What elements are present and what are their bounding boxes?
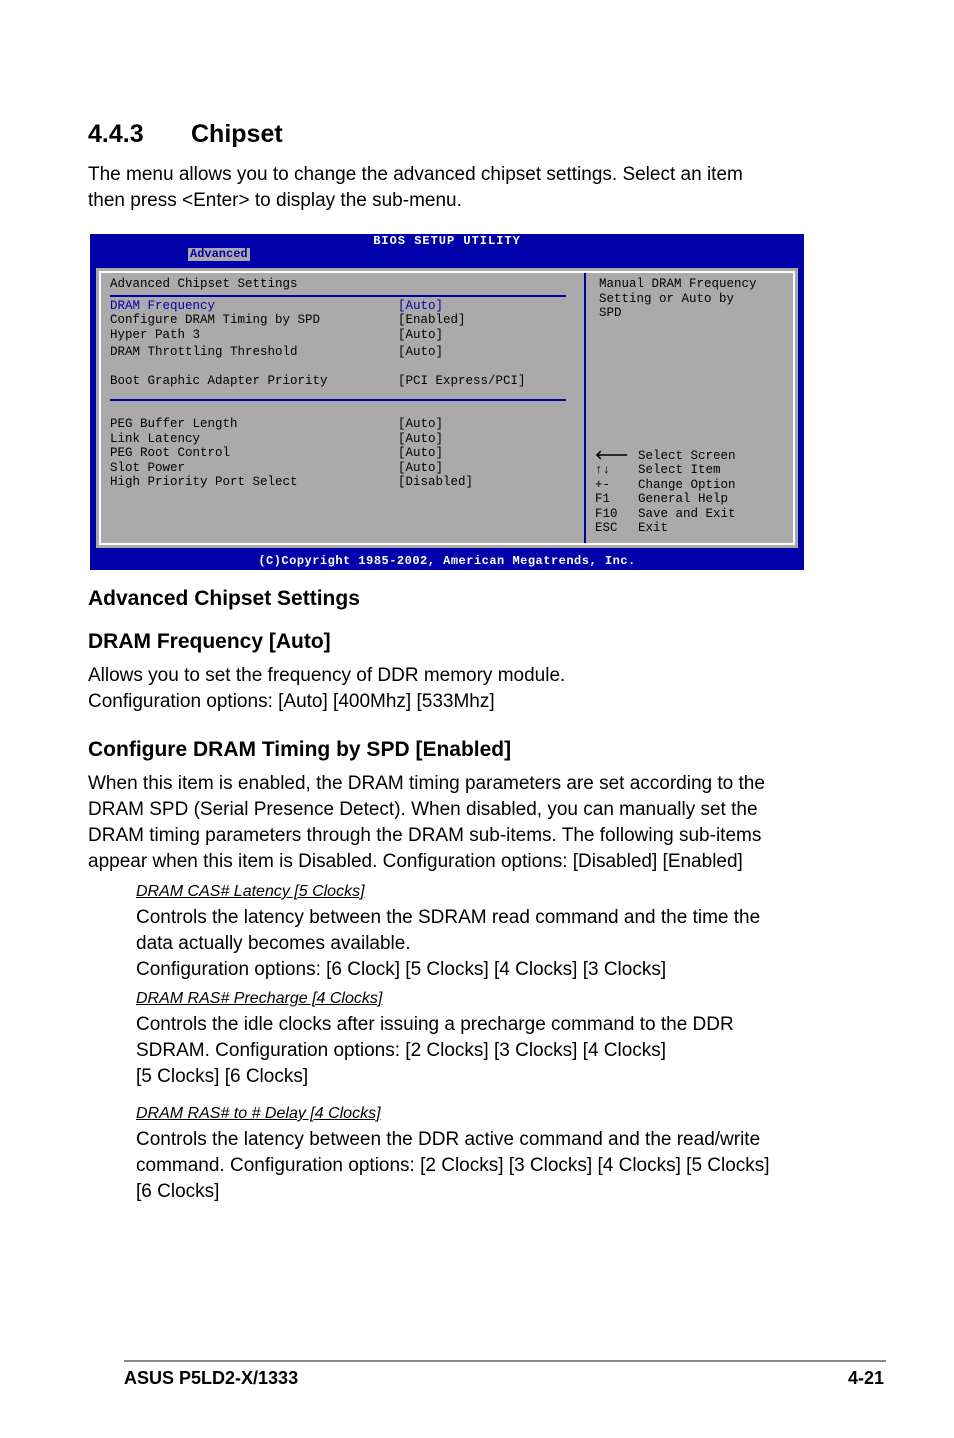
bios-key: ESC (595, 521, 618, 535)
bios-item-label[interactable]: Boot Graphic Adapter Priority (110, 374, 328, 388)
bios-key: F10 (595, 507, 618, 521)
bios-item-value[interactable]: [Auto] (398, 328, 444, 342)
bios-panel (94, 266, 800, 550)
bios-key: +- (595, 478, 611, 492)
arrow-up-down-icon: ↑↓ (595, 463, 611, 477)
bios-inner-frame (99, 271, 795, 545)
bios-key: F1 (595, 492, 611, 506)
bios-key-desc: General Help (638, 492, 729, 506)
ras-delay-text: Controls the latency between the DDR active command and the read/write command. Configuration options: [2 Clocks] [3 Clocks] [4 Clocks] [5 Clocks] [6 Clocks] (136, 1129, 770, 1202)
bios-item-label[interactable]: DRAM Throttling Threshold (110, 345, 298, 359)
bios-item-value[interactable]: [Enabled] (398, 313, 466, 327)
bios-item-value[interactable]: [Auto] (398, 299, 444, 313)
bios-item-value[interactable]: [PCI Express/PCI] (398, 374, 526, 388)
arrow-left-icon: 🡐 (595, 449, 629, 463)
footer-model: ASUS P5LD2-X/1333 (124, 1368, 299, 1388)
bios-title: BIOS SETUP UTILITY (373, 234, 521, 248)
bios-key-desc: Save and Exit (638, 507, 736, 521)
bios-item-label[interactable]: PEG Root Control (110, 446, 231, 460)
bios-item-label[interactable]: PEG Buffer Length (110, 417, 238, 431)
footer-rule (124, 1360, 886, 1362)
footer-page-number: 4-21 (847, 1368, 884, 1388)
bios-item-value[interactable]: [Auto] (398, 461, 444, 475)
cas-latency-title: DRAM CAS# Latency [5 Clocks] (136, 883, 365, 900)
bios-separator-top (110, 295, 566, 297)
intro-text: The menu allows you to change the advanced chipset settings. Select an item then press <Enter> to display the sub-menu. (88, 164, 743, 211)
section-number: 4.4.3 (88, 120, 144, 148)
bios-item-value[interactable]: [Auto] (398, 446, 444, 460)
bios-help-text: Manual DRAM Frequency Setting or Auto by SPD (599, 277, 757, 320)
bios-item-label[interactable]: Hyper Path 3 (110, 328, 201, 342)
ras-delay-title: DRAM RAS# to # Delay [4 Clocks] (136, 1105, 381, 1122)
bios-divider (584, 273, 586, 543)
cas-latency-text: Controls the latency between the SDRAM read command and the time the data actually becomes available. Configuration options: [6 Clock] [5 Clocks] [4 Clocks] [3 Clocks] (136, 907, 761, 980)
section-title: Chipset (191, 120, 283, 148)
bios-separator-middle (110, 399, 566, 401)
bios-heading: Advanced Chipset Settings (110, 277, 298, 291)
bios-item-value[interactable]: [Auto] (398, 432, 444, 446)
bios-copyright: (C)Copyright 1985-2002, American Megatrends, Inc. (258, 554, 636, 568)
bios-item-value[interactable]: [Auto] (398, 345, 444, 359)
bios-item-value[interactable]: [Auto] (398, 417, 444, 431)
bios-item-label[interactable]: Link Latency (110, 432, 201, 446)
bios-item-value[interactable]: [Disabled] (398, 475, 474, 489)
bios-key-desc: Select Screen (638, 449, 736, 463)
dram-frequency-text: Allows you to set the frequency of DDR memory module. Configuration options: [Auto] [400Mhz] [533Mhz] (88, 665, 566, 712)
bios-screen (90, 234, 804, 570)
bios-tab-advanced[interactable]: Advanced (190, 247, 248, 261)
dram-frequency-heading: DRAM Frequency [Auto] (88, 630, 331, 653)
bios-item-label[interactable]: Slot Power (110, 461, 186, 475)
bios-item-label[interactable]: High Priority Port Select (110, 475, 298, 489)
ras-precharge-title: DRAM RAS# Precharge [4 Clocks] (136, 990, 383, 1007)
bios-key-desc: Change Option (638, 478, 736, 492)
spd-heading: Configure DRAM Timing by SPD [Enabled] (88, 738, 512, 761)
bios-item-label[interactable]: DRAM Frequency (110, 299, 216, 313)
spd-text: When this item is enabled, the DRAM timing parameters are set according to the DRAM SPD (Serial Presence Detect). When disabled, you can manually set the DRAM timing parameters through the DRAM sub-items. The following sub-items appear when this item is Disabled. Configuration options: [Disabled] [Enabled] (88, 773, 765, 872)
subsection-title: Advanced Chipset Settings (88, 587, 360, 610)
bios-key-desc: Select Item (638, 463, 721, 477)
bios-key-desc: Exit (638, 521, 669, 535)
bios-item-label[interactable]: Configure DRAM Timing by SPD (110, 313, 321, 327)
ras-precharge-text: Controls the idle clocks after issuing a precharge command to the DDR SDRAM. Configuration options: [2 Clocks] [3 Clocks] [4 Clocks] [5 Clocks] [6 Clocks] (136, 1014, 734, 1087)
